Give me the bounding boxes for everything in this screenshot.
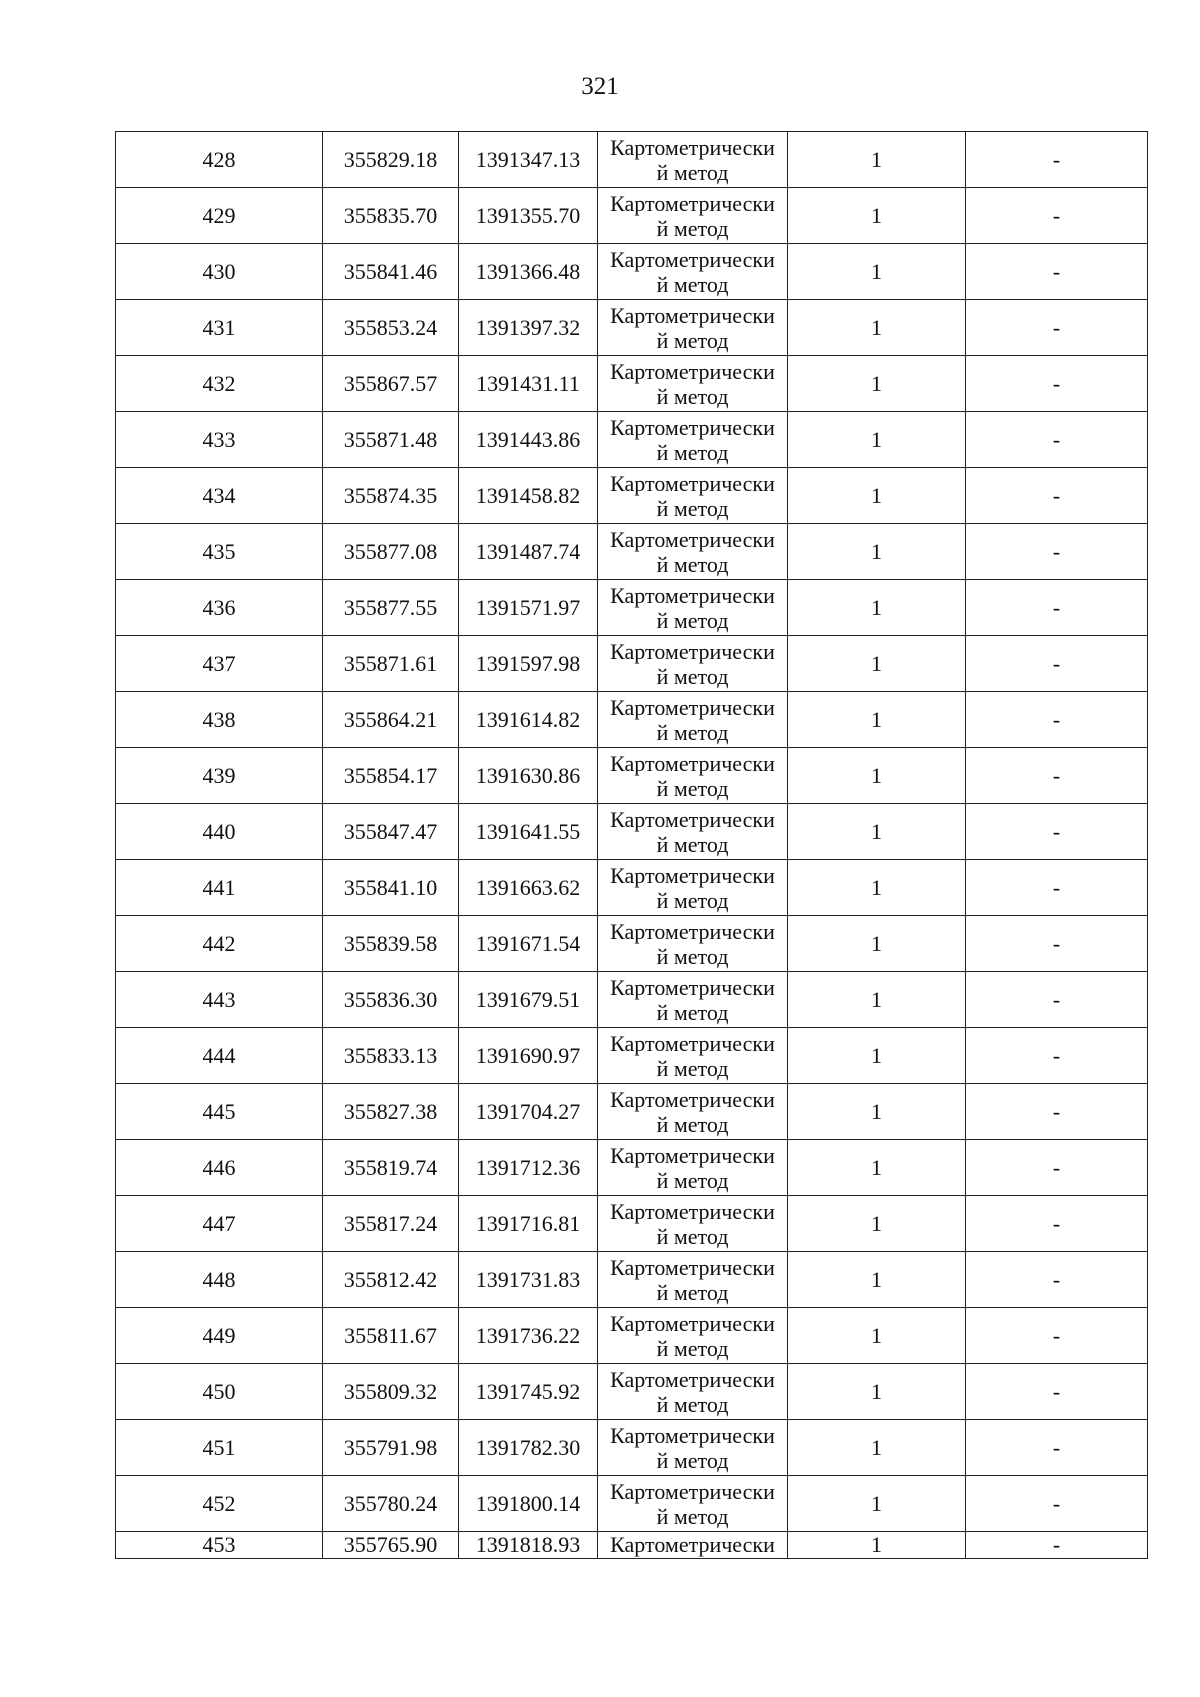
- point-number-cell: 429: [116, 188, 323, 244]
- point-number-cell: 438: [116, 692, 323, 748]
- method-cell: [598, 692, 788, 748]
- note-cell: -: [966, 524, 1148, 580]
- x-coordinate-cell: 355827.38: [323, 1084, 459, 1140]
- note-cell: -: [966, 860, 1148, 916]
- point-number-cell: 439: [116, 748, 323, 804]
- method-cell: [598, 972, 788, 1028]
- x-coordinate-cell: 355854.17: [323, 748, 459, 804]
- accuracy-cell: 1: [788, 1532, 966, 1559]
- method-text-line1: Картометрически: [610, 974, 775, 1000]
- note-cell: -: [966, 636, 1148, 692]
- note-cell: -: [966, 1084, 1148, 1140]
- y-coordinate-cell: 1391731.83: [459, 1252, 598, 1308]
- accuracy-cell: 1: [788, 1196, 966, 1252]
- method-text-line1: Картометрически: [610, 1198, 775, 1224]
- accuracy-cell: 1: [788, 692, 966, 748]
- note-cell: -: [966, 580, 1148, 636]
- x-coordinate-cell: 355791.98: [323, 1420, 459, 1476]
- point-number-cell: 449: [116, 1308, 323, 1364]
- method-text-line1: Картометрически: [610, 190, 775, 216]
- method-text-line2: й метод: [656, 383, 729, 409]
- method-text-line2: й метод: [656, 831, 729, 857]
- method-cell: [598, 132, 788, 188]
- y-coordinate-cell: 1391690.97: [459, 1028, 598, 1084]
- x-coordinate-cell: 355853.24: [323, 300, 459, 356]
- x-coordinate-cell: 355833.13: [323, 1028, 459, 1084]
- table-row: [116, 804, 1148, 860]
- accuracy-cell: 1: [788, 1084, 966, 1140]
- note-cell: -: [966, 468, 1148, 524]
- point-number-cell: 453: [116, 1532, 323, 1559]
- table-row: [116, 860, 1148, 916]
- table-row: [116, 916, 1148, 972]
- accuracy-cell: 1: [788, 972, 966, 1028]
- method-text-line1: Картометрически: [610, 1422, 775, 1448]
- method-cell: [598, 1140, 788, 1196]
- note-cell: -: [966, 1476, 1148, 1532]
- accuracy-cell: 1: [788, 916, 966, 972]
- note-cell: -: [966, 412, 1148, 468]
- table-row: [116, 468, 1148, 524]
- point-number-cell: 433: [116, 412, 323, 468]
- table-row: [116, 244, 1148, 300]
- method-text-line1: Картометрически: [610, 414, 775, 440]
- x-coordinate-cell: 355877.08: [323, 524, 459, 580]
- note-cell: -: [966, 1364, 1148, 1420]
- method-cell: [598, 1420, 788, 1476]
- y-coordinate-cell: 1391736.22: [459, 1308, 598, 1364]
- point-number-cell: 431: [116, 300, 323, 356]
- y-coordinate-cell: 1391355.70: [459, 188, 598, 244]
- method-text-line1: Картометрически: [610, 1030, 775, 1056]
- method-text-line1: Картометрически: [610, 750, 775, 776]
- y-coordinate-cell: 1391641.55: [459, 804, 598, 860]
- point-number-cell: 430: [116, 244, 323, 300]
- method-cell: [598, 1028, 788, 1084]
- method-text-line2: й метод: [656, 1111, 729, 1137]
- y-coordinate-cell: 1391704.27: [459, 1084, 598, 1140]
- method-cell: [598, 244, 788, 300]
- point-number-cell: 447: [116, 1196, 323, 1252]
- x-coordinate-cell: 355871.48: [323, 412, 459, 468]
- y-coordinate-cell: 1391397.32: [459, 300, 598, 356]
- point-number-cell: 435: [116, 524, 323, 580]
- method-text-line2: й метод: [656, 159, 729, 185]
- y-coordinate-cell: 1391366.48: [459, 244, 598, 300]
- accuracy-cell: 1: [788, 188, 966, 244]
- accuracy-cell: 1: [788, 580, 966, 636]
- note-cell: -: [966, 244, 1148, 300]
- table-row: [116, 1364, 1148, 1420]
- point-number-cell: 450: [116, 1364, 323, 1420]
- table-body: [116, 132, 1148, 1559]
- method-text-line2: й метод: [656, 327, 729, 353]
- y-coordinate-cell: 1391712.36: [459, 1140, 598, 1196]
- table-row: [116, 132, 1148, 188]
- x-coordinate-cell: 355877.55: [323, 580, 459, 636]
- accuracy-cell: 1: [788, 1308, 966, 1364]
- y-coordinate-cell: 1391347.13: [459, 132, 598, 188]
- x-coordinate-cell: 355864.21: [323, 692, 459, 748]
- method-cell: [598, 748, 788, 804]
- point-number-cell: 452: [116, 1476, 323, 1532]
- method-text-line2: й метод: [656, 1447, 729, 1473]
- point-number-cell: 442: [116, 916, 323, 972]
- note-cell: -: [966, 1196, 1148, 1252]
- x-coordinate-cell: 355871.61: [323, 636, 459, 692]
- y-coordinate-cell: 1391431.11: [459, 356, 598, 412]
- method-text-line1: Картометрически: [610, 358, 775, 384]
- note-cell: -: [966, 1532, 1148, 1559]
- method-cell: [598, 580, 788, 636]
- method-text-line1: Картометрически: [610, 1254, 775, 1280]
- point-number-cell: 443: [116, 972, 323, 1028]
- table-row: [116, 1532, 1148, 1559]
- method-text-line1: Картометрически: [610, 862, 775, 888]
- method-cell: [598, 1532, 788, 1559]
- y-coordinate-cell: 1391597.98: [459, 636, 598, 692]
- method-cell: [598, 1252, 788, 1308]
- note-cell: -: [966, 356, 1148, 412]
- method-cell: [598, 356, 788, 412]
- note-cell: -: [966, 1252, 1148, 1308]
- table-row: [116, 636, 1148, 692]
- note-cell: -: [966, 132, 1148, 188]
- note-cell: -: [966, 972, 1148, 1028]
- method-text-line2: й метод: [656, 1223, 729, 1249]
- y-coordinate-cell: 1391443.86: [459, 412, 598, 468]
- method-text-line1: Картометрически: [610, 1478, 775, 1504]
- coordinates-table: [115, 131, 1148, 1559]
- method-text-line1: Картометрически: [610, 1310, 775, 1336]
- y-coordinate-cell: 1391800.14: [459, 1476, 598, 1532]
- method-text-line2: й метод: [656, 607, 729, 633]
- accuracy-cell: 1: [788, 132, 966, 188]
- table-row: [116, 1308, 1148, 1364]
- method-text-line1: Картометрически: [610, 806, 775, 832]
- method-cell: [598, 1364, 788, 1420]
- method-cell: [598, 412, 788, 468]
- point-number-cell: 446: [116, 1140, 323, 1196]
- table-row: [116, 1476, 1148, 1532]
- point-number-cell: 448: [116, 1252, 323, 1308]
- method-text-line1: Картометрически: [610, 246, 775, 272]
- accuracy-cell: 1: [788, 524, 966, 580]
- x-coordinate-cell: 355780.24: [323, 1476, 459, 1532]
- point-number-cell: 445: [116, 1084, 323, 1140]
- method-cell: [598, 1308, 788, 1364]
- point-number-cell: 436: [116, 580, 323, 636]
- y-coordinate-cell: 1391671.54: [459, 916, 598, 972]
- table-row: [116, 1252, 1148, 1308]
- x-coordinate-cell: 355765.90: [323, 1532, 459, 1559]
- method-cell: [598, 916, 788, 972]
- method-cell: [598, 1196, 788, 1252]
- note-cell: -: [966, 916, 1148, 972]
- y-coordinate-cell: 1391818.93: [459, 1532, 598, 1559]
- method-text-line2: й метод: [656, 943, 729, 969]
- note-cell: -: [966, 188, 1148, 244]
- table-row: [116, 1084, 1148, 1140]
- note-cell: -: [966, 1028, 1148, 1084]
- method-text-line2: й метод: [656, 887, 729, 913]
- method-cell: [598, 468, 788, 524]
- method-cell: [598, 1084, 788, 1140]
- method-cell: [598, 1476, 788, 1532]
- accuracy-cell: 1: [788, 356, 966, 412]
- x-coordinate-cell: 355867.57: [323, 356, 459, 412]
- x-coordinate-cell: 355874.35: [323, 468, 459, 524]
- table-row: [116, 524, 1148, 580]
- point-number-cell: 428: [116, 132, 323, 188]
- method-text-line1: Картометрически: [610, 1086, 775, 1112]
- y-coordinate-cell: 1391679.51: [459, 972, 598, 1028]
- x-coordinate-cell: 355817.24: [323, 1196, 459, 1252]
- note-cell: -: [966, 300, 1148, 356]
- note-cell: -: [966, 748, 1148, 804]
- method-cell: [598, 804, 788, 860]
- table-row: [116, 1196, 1148, 1252]
- method-cell: [598, 188, 788, 244]
- y-coordinate-cell: 1391716.81: [459, 1196, 598, 1252]
- x-coordinate-cell: 355841.46: [323, 244, 459, 300]
- x-coordinate-cell: 355809.32: [323, 1364, 459, 1420]
- table-row: [116, 748, 1148, 804]
- point-number-cell: 441: [116, 860, 323, 916]
- method-text-line2: й метод: [656, 439, 729, 465]
- note-cell: -: [966, 692, 1148, 748]
- accuracy-cell: 1: [788, 1140, 966, 1196]
- accuracy-cell: 1: [788, 1420, 966, 1476]
- note-cell: -: [966, 804, 1148, 860]
- accuracy-cell: 1: [788, 1476, 966, 1532]
- method-text-line1: Картометрически: [610, 918, 775, 944]
- method-text-line1: Картометрически: [610, 470, 775, 496]
- accuracy-cell: 1: [788, 748, 966, 804]
- method-text-line1: Картометрически: [610, 1532, 775, 1557]
- x-coordinate-cell: 355839.58: [323, 916, 459, 972]
- point-number-cell: 437: [116, 636, 323, 692]
- point-number-cell: 432: [116, 356, 323, 412]
- point-number-cell: 451: [116, 1420, 323, 1476]
- note-cell: -: [966, 1140, 1148, 1196]
- y-coordinate-cell: 1391571.97: [459, 580, 598, 636]
- method-text-line2: й метод: [656, 495, 729, 521]
- method-text-line1: Картометрически: [610, 694, 775, 720]
- point-number-cell: 440: [116, 804, 323, 860]
- x-coordinate-cell: 355847.47: [323, 804, 459, 860]
- accuracy-cell: 1: [788, 804, 966, 860]
- x-coordinate-cell: 355836.30: [323, 972, 459, 1028]
- x-coordinate-cell: 355812.42: [323, 1252, 459, 1308]
- method-text-line2: й метод: [656, 775, 729, 801]
- table-row: [116, 412, 1148, 468]
- method-cell: [598, 524, 788, 580]
- note-cell: -: [966, 1420, 1148, 1476]
- accuracy-cell: 1: [788, 412, 966, 468]
- accuracy-cell: 1: [788, 468, 966, 524]
- accuracy-cell: 1: [788, 1028, 966, 1084]
- accuracy-cell: 1: [788, 636, 966, 692]
- method-text-line1: Картометрически: [610, 638, 775, 664]
- table-row: [116, 1028, 1148, 1084]
- method-text-line1: Картометрически: [610, 134, 775, 160]
- point-number-cell: 434: [116, 468, 323, 524]
- y-coordinate-cell: 1391487.74: [459, 524, 598, 580]
- method-text-line2: й метод: [656, 1279, 729, 1305]
- method-text-line2: й метод: [656, 1391, 729, 1417]
- note-cell: -: [966, 1308, 1148, 1364]
- x-coordinate-cell: 355835.70: [323, 188, 459, 244]
- method-text-line1: Картометрически: [610, 526, 775, 552]
- table-row: [116, 188, 1148, 244]
- table-row: [116, 1140, 1148, 1196]
- table-row: [116, 356, 1148, 412]
- x-coordinate-cell: 355829.18: [323, 132, 459, 188]
- page-number: 321: [581, 73, 619, 100]
- method-text-line2: й метод: [656, 719, 729, 745]
- accuracy-cell: 1: [788, 1252, 966, 1308]
- method-text-line2: й метод: [656, 271, 729, 297]
- method-text-line2: й метод: [656, 215, 729, 241]
- table-row: [116, 972, 1148, 1028]
- y-coordinate-cell: 1391614.82: [459, 692, 598, 748]
- accuracy-cell: 1: [788, 244, 966, 300]
- method-text-line1: Картометрически: [610, 582, 775, 608]
- method-text-line1: Картометрически: [610, 302, 775, 328]
- y-coordinate-cell: 1391745.92: [459, 1364, 598, 1420]
- method-cell: [598, 860, 788, 916]
- y-coordinate-cell: 1391630.86: [459, 748, 598, 804]
- accuracy-cell: 1: [788, 860, 966, 916]
- method-text-line2: й метод: [656, 1055, 729, 1081]
- method-text-line1: Картометрически: [610, 1366, 775, 1392]
- point-number-cell: 444: [116, 1028, 323, 1084]
- method-text-line2: й метод: [656, 1335, 729, 1361]
- method-text-line2: й метод: [656, 1167, 729, 1193]
- table-row: [116, 692, 1148, 748]
- y-coordinate-cell: 1391782.30: [459, 1420, 598, 1476]
- method-cell: [598, 636, 788, 692]
- table-row: [116, 1420, 1148, 1476]
- y-coordinate-cell: 1391663.62: [459, 860, 598, 916]
- x-coordinate-cell: 355811.67: [323, 1308, 459, 1364]
- table-row: [116, 580, 1148, 636]
- y-coordinate-cell: 1391458.82: [459, 468, 598, 524]
- method-text-line2: й метод: [656, 663, 729, 689]
- method-cell: [598, 300, 788, 356]
- x-coordinate-cell: 355819.74: [323, 1140, 459, 1196]
- method-text-line2: й метод: [656, 999, 729, 1025]
- accuracy-cell: 1: [788, 300, 966, 356]
- method-text-line2: й метод: [656, 551, 729, 577]
- table-row: [116, 300, 1148, 356]
- x-coordinate-cell: 355841.10: [323, 860, 459, 916]
- method-text-line1: Картометрически: [610, 1142, 775, 1168]
- accuracy-cell: 1: [788, 1364, 966, 1420]
- method-text-line2: й метод: [656, 1503, 729, 1529]
